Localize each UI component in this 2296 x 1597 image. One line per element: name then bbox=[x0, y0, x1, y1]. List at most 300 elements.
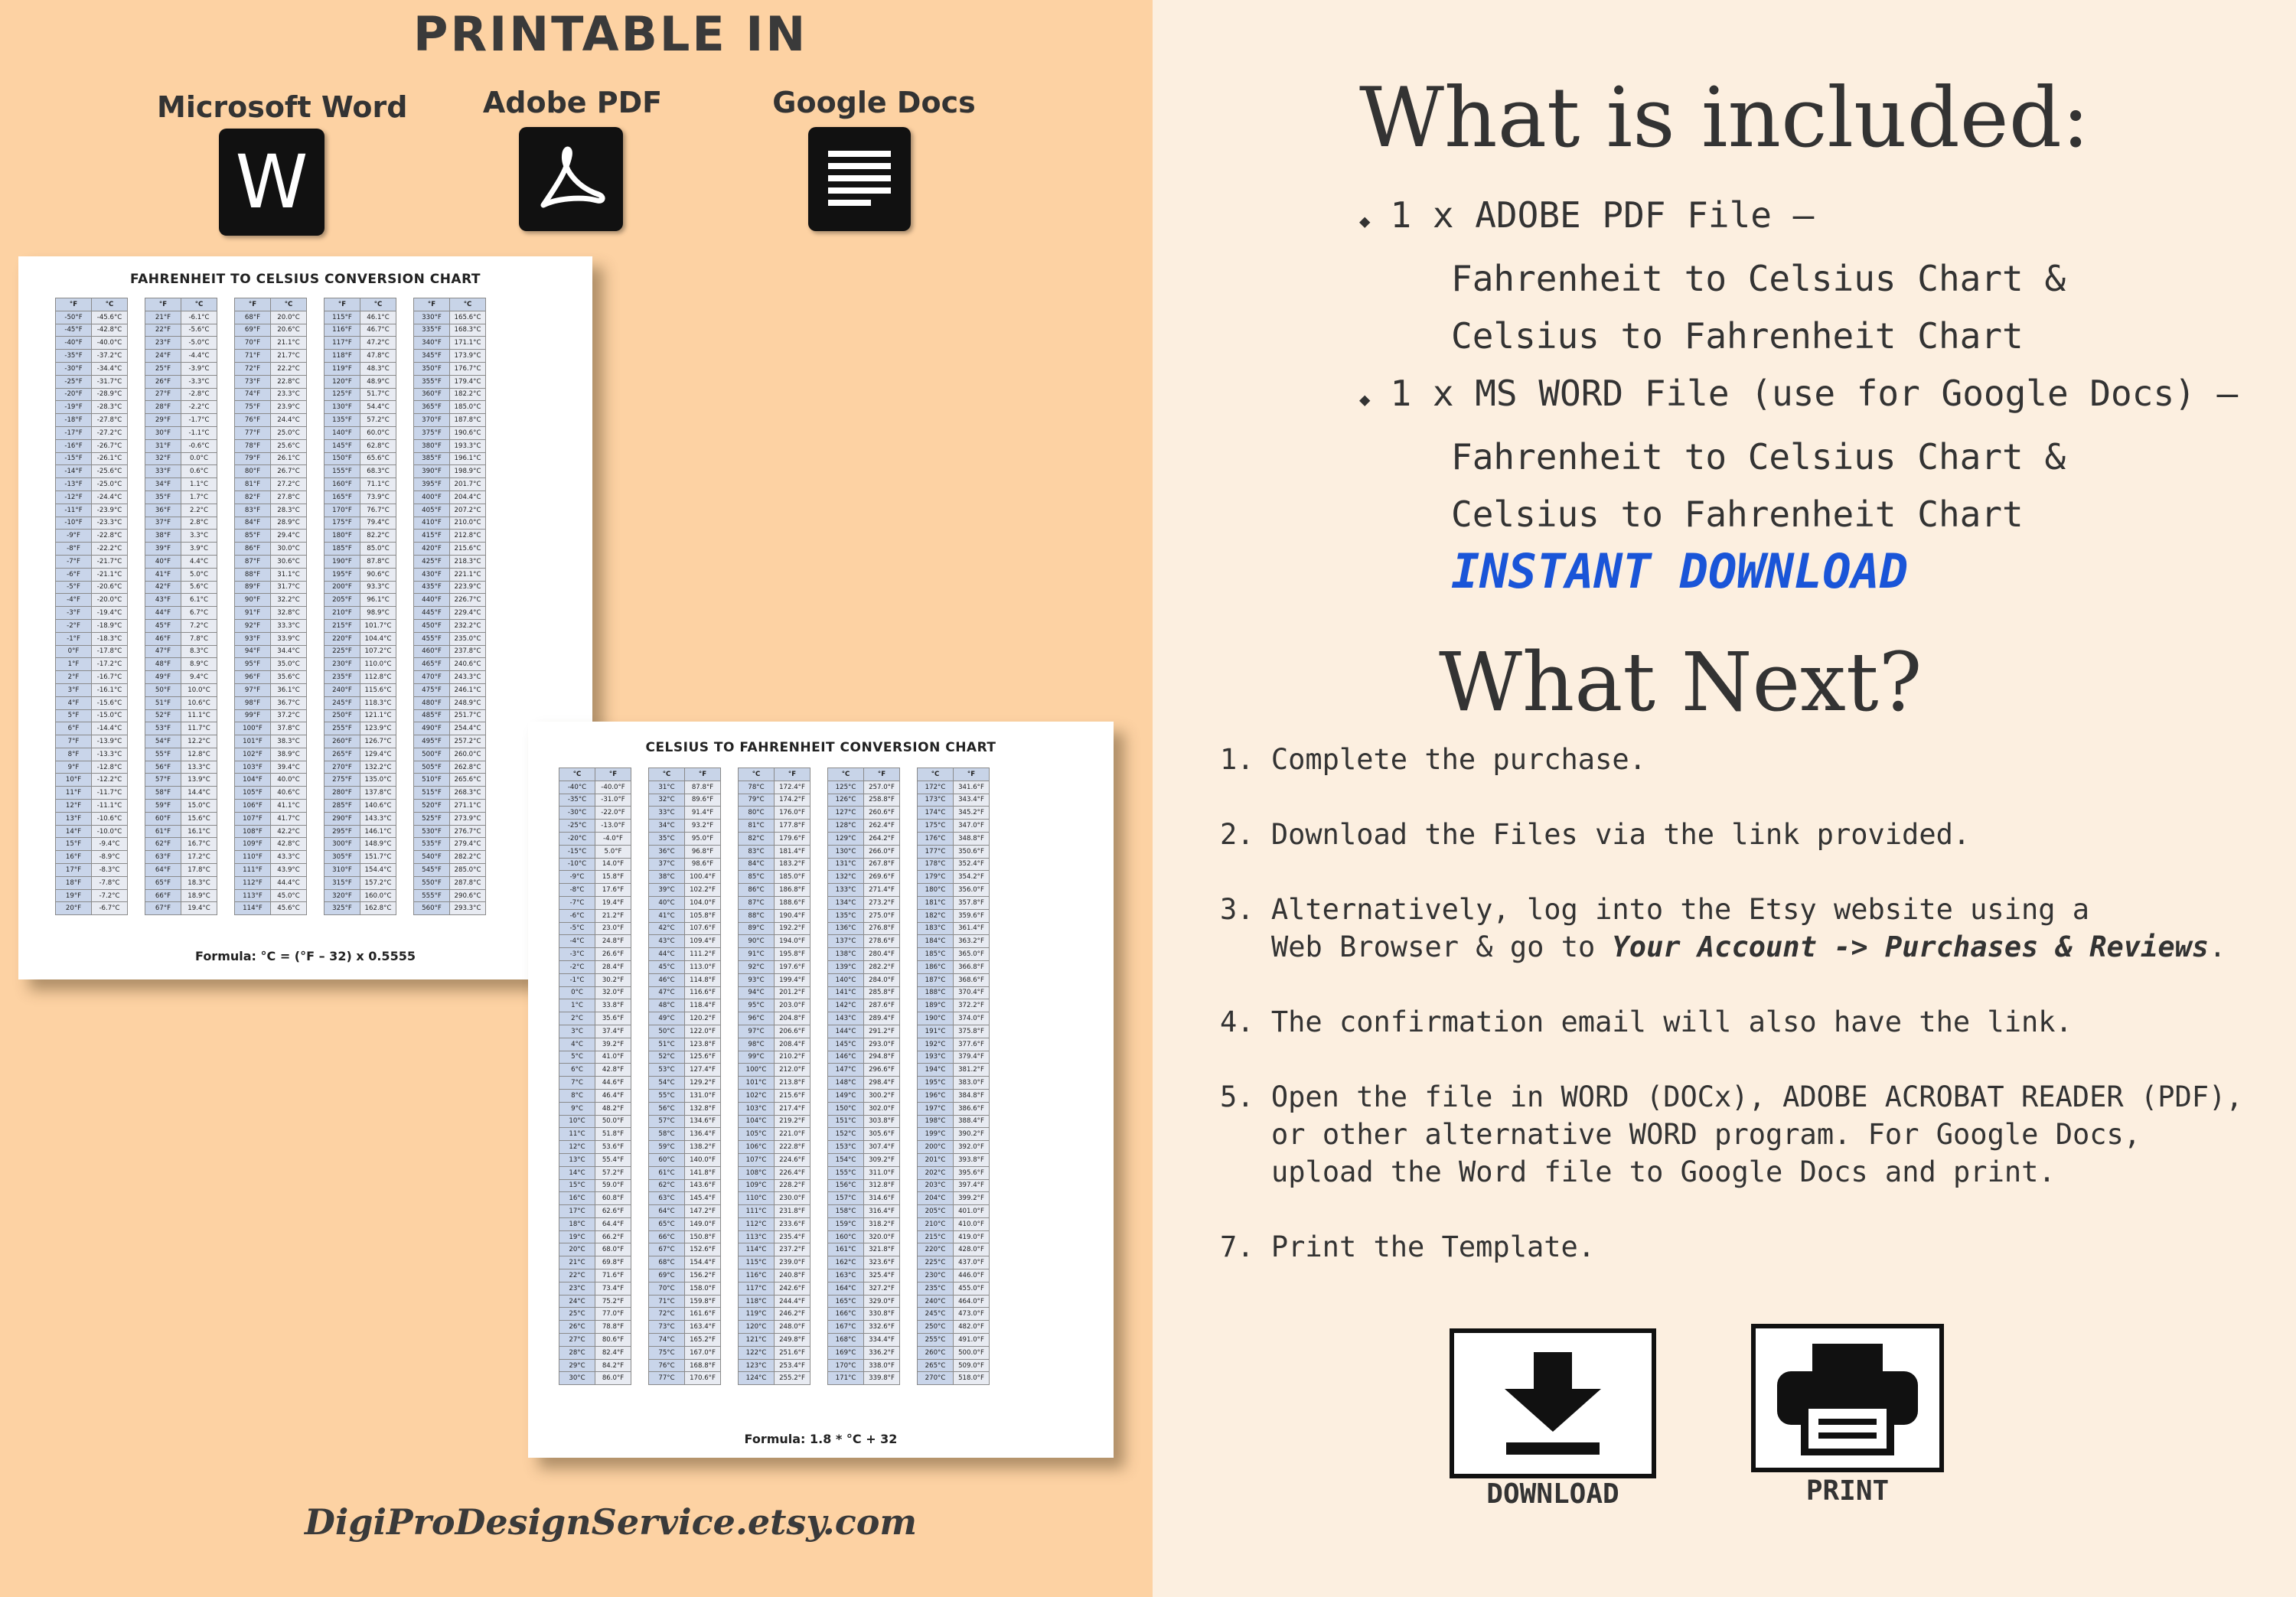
table-cell: 235°F bbox=[325, 671, 360, 684]
table-cell: 179°C bbox=[918, 871, 954, 884]
table-cell: 359.6°F bbox=[954, 909, 990, 922]
table-row bbox=[828, 832, 900, 845]
table-header-row bbox=[145, 298, 217, 311]
table-row bbox=[739, 999, 810, 1012]
table-row bbox=[739, 1025, 810, 1038]
table-cell: 79°F bbox=[235, 452, 271, 465]
table-cell: 475°F bbox=[414, 683, 450, 696]
table-cell: 278.6°F bbox=[864, 935, 900, 948]
table-cell: 383.0°F bbox=[954, 1077, 990, 1090]
table-cell: 148°C bbox=[828, 1077, 864, 1090]
table-row bbox=[235, 555, 307, 568]
table-cell: -1.7°C bbox=[181, 414, 217, 427]
table-cell: 114°C bbox=[739, 1243, 775, 1256]
table-cell: -45.6°C bbox=[92, 311, 128, 324]
table-cell: 12.8°C bbox=[181, 748, 217, 761]
table-cell: 71.1°C bbox=[360, 478, 396, 491]
table-row bbox=[649, 1012, 721, 1025]
table-row bbox=[56, 388, 128, 401]
step-number: 1. bbox=[1220, 743, 1254, 776]
column-header: °C bbox=[181, 298, 217, 311]
table-cell: 6.1°C bbox=[181, 594, 217, 607]
table-cell: 224.6°F bbox=[775, 1153, 810, 1166]
table-cell: 47°C bbox=[649, 986, 685, 999]
table-row bbox=[649, 960, 721, 973]
table-row bbox=[145, 504, 217, 517]
table-cell: 356.0°F bbox=[954, 884, 990, 897]
table-row bbox=[559, 1153, 631, 1166]
table-row bbox=[56, 426, 128, 439]
table-row bbox=[235, 722, 307, 735]
table-cell: 71°F bbox=[235, 350, 271, 363]
step-text: Open the file in WORD (DOCx), ADOBE ACROBAT READER (PDF), bbox=[1270, 1080, 2243, 1113]
table-row bbox=[56, 632, 128, 645]
table-cell: -4.0°F bbox=[595, 832, 631, 845]
table-row bbox=[559, 999, 631, 1012]
table-cell: 162°C bbox=[828, 1256, 864, 1269]
table-cell: 215.6°C bbox=[450, 543, 486, 556]
step-number: 7. bbox=[1220, 1230, 1254, 1263]
table-cell: 39°C bbox=[649, 884, 685, 897]
table-header-row bbox=[918, 768, 990, 781]
table-cell: 445°F bbox=[414, 607, 450, 620]
table-row bbox=[559, 1321, 631, 1334]
table-cell: 91.4°F bbox=[685, 807, 721, 820]
table-cell: 203.0°F bbox=[775, 999, 810, 1012]
table-cell: 130°F bbox=[325, 401, 360, 414]
table-row bbox=[235, 350, 307, 363]
table-row bbox=[559, 909, 631, 922]
table-row bbox=[325, 735, 396, 748]
table-cell: 222.8°F bbox=[775, 1141, 810, 1154]
table-cell: 93.2°F bbox=[685, 820, 721, 833]
table-cell: 15.0°C bbox=[181, 800, 217, 813]
table-cell: 2°F bbox=[56, 671, 92, 684]
table-cell: 276.7°C bbox=[450, 825, 486, 838]
table-row bbox=[739, 1179, 810, 1192]
table-cell: 15.8°F bbox=[595, 871, 631, 884]
table-cell: -21.7°C bbox=[92, 555, 128, 568]
table-row bbox=[56, 619, 128, 632]
table-cell: 20.0°C bbox=[271, 311, 307, 324]
print-button[interactable] bbox=[1751, 1324, 1944, 1472]
column-header: °F bbox=[414, 298, 450, 311]
table-row bbox=[559, 1064, 631, 1077]
table-row bbox=[325, 426, 396, 439]
table-cell: 68°C bbox=[649, 1256, 685, 1269]
table-cell: 99°C bbox=[739, 1051, 775, 1064]
table-cell: 167°C bbox=[828, 1321, 864, 1334]
column-header: °F bbox=[145, 298, 181, 311]
table-row bbox=[649, 1064, 721, 1077]
table-cell: 3°F bbox=[56, 683, 92, 696]
table-cell: 30°F bbox=[145, 426, 181, 439]
table-cell: 17.6°F bbox=[595, 884, 631, 897]
app-label-word: Microsoft Word bbox=[157, 90, 408, 124]
table-cell: 145°C bbox=[828, 1038, 864, 1051]
table-cell: 143°C bbox=[828, 1012, 864, 1025]
table-cell: 255°F bbox=[325, 722, 360, 735]
table-cell: 109°F bbox=[235, 838, 271, 851]
table-row bbox=[145, 555, 217, 568]
table-cell: -27.2°C bbox=[92, 426, 128, 439]
step-number: 3. bbox=[1220, 893, 1254, 926]
table-row bbox=[739, 1038, 810, 1051]
table-cell: 117°F bbox=[325, 337, 360, 350]
table-cell: 121°C bbox=[739, 1334, 775, 1347]
table-cell: 14°C bbox=[559, 1166, 595, 1179]
table-cell: -24.4°C bbox=[92, 491, 128, 504]
table-row bbox=[235, 568, 307, 581]
table-cell: -5.0°C bbox=[181, 337, 217, 350]
column-header: °F bbox=[864, 768, 900, 781]
table-cell: 115°F bbox=[325, 311, 360, 324]
table-row bbox=[559, 794, 631, 807]
table-cell: 31.7°C bbox=[271, 581, 307, 594]
table-cell: 90°C bbox=[739, 935, 775, 948]
table-cell: 381.2°F bbox=[954, 1064, 990, 1077]
what-next-title: What Next? bbox=[1439, 635, 1923, 729]
table-row bbox=[56, 722, 128, 735]
table-cell: 284.0°F bbox=[864, 973, 900, 986]
table-cell: 42.8°F bbox=[595, 1064, 631, 1077]
table-row bbox=[414, 362, 486, 375]
table-row bbox=[414, 800, 486, 813]
table-row bbox=[918, 1269, 990, 1282]
table-cell: 245°F bbox=[325, 696, 360, 709]
app-label-pdf: Adobe PDF bbox=[482, 86, 663, 119]
table-row bbox=[145, 530, 217, 543]
table-cell: 98°C bbox=[739, 1038, 775, 1051]
table-cell: -19.4°C bbox=[92, 607, 128, 620]
table-cell: 520°F bbox=[414, 800, 450, 813]
table-cell: 65°F bbox=[145, 876, 181, 889]
column-header: °C bbox=[918, 768, 954, 781]
table-cell: 420°F bbox=[414, 543, 450, 556]
table-cell: 375°F bbox=[414, 426, 450, 439]
table-row bbox=[145, 324, 217, 337]
table-row bbox=[828, 807, 900, 820]
table-cell: 329.0°F bbox=[864, 1295, 900, 1308]
docs-icon bbox=[808, 127, 911, 231]
table-row bbox=[649, 1153, 721, 1166]
table-cell: 245°C bbox=[918, 1308, 954, 1321]
table-cell: 46°F bbox=[145, 632, 181, 645]
table-cell: 273.9°C bbox=[450, 812, 486, 825]
table-cell: 370°F bbox=[414, 414, 450, 427]
table-row bbox=[739, 1346, 810, 1359]
table-cell: -5°C bbox=[559, 922, 595, 935]
table-cell: 4°F bbox=[56, 696, 92, 709]
table-row bbox=[739, 1192, 810, 1205]
download-label[interactable]: DOWNLOAD bbox=[1486, 1478, 1619, 1510]
table-cell: 69°C bbox=[649, 1269, 685, 1282]
table-row bbox=[828, 884, 900, 897]
table-row bbox=[414, 825, 486, 838]
table-row bbox=[325, 748, 396, 761]
table-cell: 296.6°F bbox=[864, 1064, 900, 1077]
table-cell: 204.4°C bbox=[450, 491, 486, 504]
included-item-line: 1 x MS WORD File (use for Google Docs) – bbox=[1390, 373, 2239, 414]
table-cell: 226.4°F bbox=[775, 1166, 810, 1179]
table-cell: 17.2°C bbox=[181, 851, 217, 864]
table-cell: 116°C bbox=[739, 1269, 775, 1282]
table-cell: 20.6°C bbox=[271, 324, 307, 337]
table-row bbox=[559, 1256, 631, 1269]
table-cell: 184°C bbox=[918, 935, 954, 948]
table-cell: 80°F bbox=[235, 465, 271, 478]
table-row bbox=[918, 820, 990, 833]
table-row bbox=[325, 465, 396, 478]
table-cell: 36°C bbox=[649, 845, 685, 858]
table-cell: 22.2°C bbox=[271, 362, 307, 375]
table-cell: 179.4°C bbox=[450, 375, 486, 388]
table-cell: 36°F bbox=[145, 504, 181, 517]
included-title: What is included: bbox=[1359, 70, 2090, 166]
table-cell: 32.2°C bbox=[271, 594, 307, 607]
table-cell: 18.9°C bbox=[181, 889, 217, 902]
step-text: Download the Files via the link provided. bbox=[1270, 818, 1971, 851]
table-cell: 150°F bbox=[325, 452, 360, 465]
table-cell: 161.6°F bbox=[685, 1308, 721, 1321]
table-cell: 44°F bbox=[145, 607, 181, 620]
table-cell: 201.2°F bbox=[775, 986, 810, 999]
table-row bbox=[145, 478, 217, 491]
table-cell: -11°F bbox=[56, 504, 92, 517]
table-cell: 186°C bbox=[918, 960, 954, 973]
table-row bbox=[559, 1308, 631, 1321]
table-cell: -3°C bbox=[559, 948, 595, 961]
table-cell: 44°C bbox=[649, 948, 685, 961]
step-number: 2. bbox=[1220, 818, 1254, 851]
table-cell: 115°C bbox=[739, 1256, 775, 1269]
table-row bbox=[325, 761, 396, 774]
table-cell: -7°F bbox=[56, 555, 92, 568]
app-label-docs: Google Docs bbox=[772, 86, 976, 119]
table-cell: -9.4°C bbox=[92, 838, 128, 851]
table-cell: -10.0°C bbox=[92, 825, 128, 838]
table-row bbox=[325, 722, 396, 735]
table-row bbox=[649, 832, 721, 845]
table-cell: 221.0°F bbox=[775, 1128, 810, 1141]
table-row bbox=[739, 1321, 810, 1334]
table-cell: 172.4°F bbox=[775, 781, 810, 794]
table-row bbox=[918, 871, 990, 884]
table-cell: 199.4°F bbox=[775, 973, 810, 986]
table-cell: 85°F bbox=[235, 530, 271, 543]
table-cell: 240.8°F bbox=[775, 1269, 810, 1282]
table-header-row bbox=[414, 298, 486, 311]
table-row bbox=[918, 986, 990, 999]
table-cell: -25.0°C bbox=[92, 478, 128, 491]
table-cell: 220°C bbox=[918, 1243, 954, 1256]
table-row bbox=[235, 401, 307, 414]
table-cell: 340°F bbox=[414, 337, 450, 350]
table-cell: -42.8°C bbox=[92, 324, 128, 337]
table-row bbox=[918, 1334, 990, 1347]
table-row bbox=[828, 1295, 900, 1308]
table-cell: 113.0°F bbox=[685, 960, 721, 973]
table-cell: 170.6°F bbox=[685, 1372, 721, 1385]
table-cell: 118°C bbox=[739, 1295, 775, 1308]
table-cell: 79°C bbox=[739, 794, 775, 807]
table-row bbox=[414, 722, 486, 735]
table-row bbox=[739, 960, 810, 973]
table-cell: 54.4°C bbox=[360, 401, 396, 414]
table-cell: 38°F bbox=[145, 530, 181, 543]
table-cell: -20°C bbox=[559, 832, 595, 845]
table-cell: 271.4°F bbox=[864, 884, 900, 897]
table-cell: 309.2°F bbox=[864, 1153, 900, 1166]
table-row bbox=[918, 884, 990, 897]
table-cell: 50.0°F bbox=[595, 1115, 631, 1128]
table-row bbox=[235, 800, 307, 813]
table-cell: 177.8°F bbox=[775, 820, 810, 833]
table-cell: -13.0°F bbox=[595, 820, 631, 833]
table-cell: -35°C bbox=[559, 794, 595, 807]
table-row bbox=[414, 632, 486, 645]
table-cell: 196.1°C bbox=[450, 452, 486, 465]
table-row bbox=[739, 820, 810, 833]
table-row bbox=[145, 568, 217, 581]
table-row bbox=[559, 948, 631, 961]
table-row bbox=[414, 902, 486, 915]
table-row bbox=[559, 845, 631, 858]
table-cell: 401.0°F bbox=[954, 1205, 990, 1218]
table-cell: 345°F bbox=[414, 350, 450, 363]
table-row bbox=[145, 889, 217, 902]
table-cell: 28°C bbox=[559, 1346, 595, 1359]
table-cell: 51°C bbox=[649, 1038, 685, 1051]
included-item-line: Fahrenheit to Celsius Chart & bbox=[1451, 258, 2066, 299]
table-row bbox=[559, 1372, 631, 1385]
table-row bbox=[414, 543, 486, 556]
table-cell: 18°F bbox=[56, 876, 92, 889]
table-cell: 240.6°C bbox=[450, 658, 486, 671]
table-cell: 220°F bbox=[325, 632, 360, 645]
table-row bbox=[918, 794, 990, 807]
table-cell: 360°F bbox=[414, 388, 450, 401]
table-row bbox=[325, 311, 396, 324]
table-cell: 41.1°C bbox=[271, 800, 307, 813]
table-row bbox=[414, 478, 486, 491]
table-cell: 201.7°C bbox=[450, 478, 486, 491]
table-cell: -9°F bbox=[56, 530, 92, 543]
table-cell: 323.6°F bbox=[864, 1256, 900, 1269]
table-cell: 55°F bbox=[145, 748, 181, 761]
table-cell: 129.4°C bbox=[360, 748, 396, 761]
table-cell: 140.0°F bbox=[685, 1153, 721, 1166]
table-cell: 13°C bbox=[559, 1153, 595, 1166]
table-cell: 120.2°F bbox=[685, 1012, 721, 1025]
table-row bbox=[559, 1128, 631, 1141]
table-cell: 112.8°C bbox=[360, 671, 396, 684]
table-row bbox=[325, 632, 396, 645]
print-label[interactable]: PRINT bbox=[1805, 1475, 1890, 1507]
table-row bbox=[739, 1308, 810, 1321]
table-cell: 540°F bbox=[414, 851, 450, 864]
table-row bbox=[414, 645, 486, 658]
table-row bbox=[235, 543, 307, 556]
table-row bbox=[145, 851, 217, 864]
table-cell: 148.9°C bbox=[360, 838, 396, 851]
table-cell: 97°C bbox=[739, 1025, 775, 1038]
table-row bbox=[739, 1282, 810, 1295]
table-row bbox=[739, 832, 810, 845]
table-cell: 273.2°F bbox=[864, 896, 900, 909]
table-cell: 193.3°C bbox=[450, 439, 486, 452]
table-row bbox=[145, 812, 217, 825]
table-cell: 137.8°C bbox=[360, 787, 396, 800]
table-cell: 66°C bbox=[649, 1230, 685, 1243]
table-row bbox=[828, 1025, 900, 1038]
table-cell: 12°F bbox=[56, 800, 92, 813]
table-cell: 5.6°C bbox=[181, 581, 217, 594]
table-cell: 33°C bbox=[649, 807, 685, 820]
table-cell: 285.0°C bbox=[450, 864, 486, 877]
conversion-tables bbox=[559, 768, 1006, 1385]
table-cell: 147.2°F bbox=[685, 1205, 721, 1218]
table-cell: 332.6°F bbox=[864, 1321, 900, 1334]
table-cell: 59°C bbox=[649, 1141, 685, 1154]
table-cell: 86.0°F bbox=[595, 1372, 631, 1385]
table-cell: 195°C bbox=[918, 1077, 954, 1090]
table-cell: 159°C bbox=[828, 1217, 864, 1230]
table-row bbox=[145, 774, 217, 787]
step-item bbox=[1220, 1078, 2243, 1116]
table-row bbox=[414, 388, 486, 401]
table-cell: 34.4°C bbox=[271, 645, 307, 658]
table-row bbox=[649, 896, 721, 909]
table-cell: 490°F bbox=[414, 722, 450, 735]
table-cell: 118.3°C bbox=[360, 696, 396, 709]
table-cell: -17.2°C bbox=[92, 658, 128, 671]
table-cell: -8°F bbox=[56, 543, 92, 556]
table-row bbox=[828, 1321, 900, 1334]
table-cell: 165.6°C bbox=[450, 311, 486, 324]
table-row bbox=[918, 858, 990, 871]
column-header: °C bbox=[271, 298, 307, 311]
table-cell: 31.1°C bbox=[271, 568, 307, 581]
table-row bbox=[414, 876, 486, 889]
table-row bbox=[559, 1051, 631, 1064]
table-cell: 92°C bbox=[739, 960, 775, 973]
table-cell: 235°C bbox=[918, 1282, 954, 1295]
table-cell: 103°F bbox=[235, 761, 271, 774]
table-row bbox=[559, 1243, 631, 1256]
table-cell: 430°F bbox=[414, 568, 450, 581]
table-cell: 131.0°F bbox=[685, 1089, 721, 1102]
table-cell: 27.8°C bbox=[271, 491, 307, 504]
table-row bbox=[325, 812, 396, 825]
table-cell: 91°F bbox=[235, 607, 271, 620]
table-cell: 68.3°C bbox=[360, 465, 396, 478]
table-row bbox=[325, 864, 396, 877]
table-cell: 66°F bbox=[145, 889, 181, 902]
table-row bbox=[414, 748, 486, 761]
table-cell: 155°F bbox=[325, 465, 360, 478]
download-button[interactable] bbox=[1450, 1328, 1656, 1478]
table-cell: 357.8°F bbox=[954, 896, 990, 909]
table-cell: 104.0°F bbox=[685, 896, 721, 909]
table-cell: 204°C bbox=[918, 1192, 954, 1205]
table-cell: -14°F bbox=[56, 465, 92, 478]
table-row bbox=[414, 517, 486, 530]
table-row bbox=[739, 858, 810, 871]
table-cell: 203°C bbox=[918, 1179, 954, 1192]
table-cell: 56°F bbox=[145, 761, 181, 774]
table-row bbox=[559, 935, 631, 948]
